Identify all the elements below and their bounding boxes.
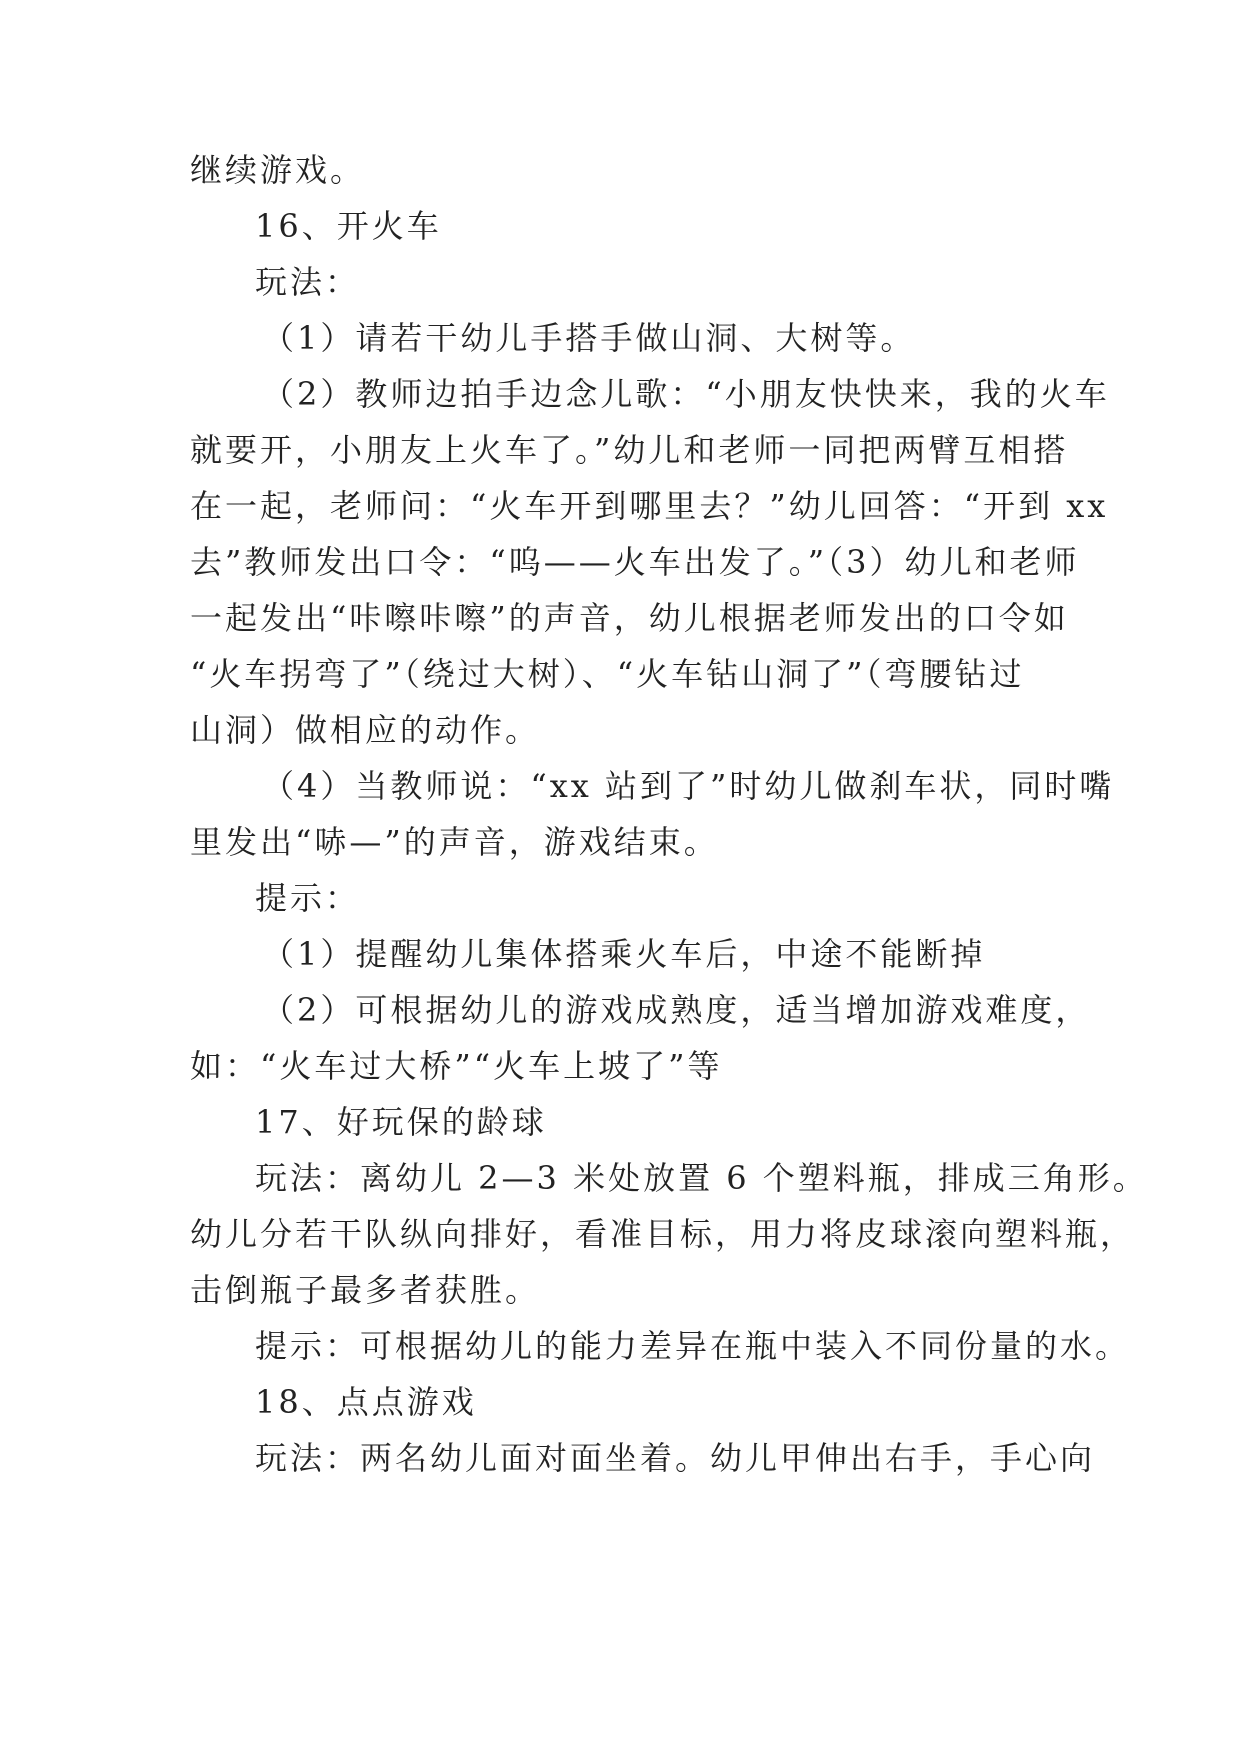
- list-item: （1）提醒幼儿集体搭乘火车后，中途不能断掉: [262, 935, 986, 973]
- list-item: （2）可根据幼儿的游戏成熟度，适当增加游戏难度，: [262, 991, 1091, 1029]
- list-item: （2）教师边拍手边念儿歌：“小朋友快快来，我的火车: [262, 375, 1110, 413]
- text-line: 山洞）做相应的动作。: [190, 711, 541, 749]
- text-line: “火车拐弯了”（绕过大树）、“火车钻山洞了”（弯腰钻过: [190, 655, 1025, 693]
- text-line: 就要开，小朋友上火车了。”幼儿和老师一同把两臂互相搭: [190, 431, 1069, 469]
- paragraph-start: 玩法：两名幼儿面对面坐着。幼儿甲伸出右手，手心向: [255, 1439, 1096, 1477]
- list-item: （4）当教师说：“xx 站到了”时幼儿做刹车状，同时嘴: [262, 767, 1115, 805]
- list-item: （1）请若干幼儿手搭手做山洞、大树等。: [262, 319, 916, 357]
- section-heading-18: 18、点点游戏: [255, 1383, 477, 1421]
- paragraph-start: 提示：可根据幼儿的能力差异在瓶中装入不同份量的水。: [255, 1327, 1131, 1365]
- text-line: 去”教师发出口令：“呜——火车出发了。”（3）幼儿和老师: [190, 543, 1080, 581]
- text-line: 击倒瓶子最多者获胜。: [190, 1271, 541, 1309]
- text-line: 如：“火车过大桥”“火车上坡了”等: [190, 1047, 723, 1085]
- subheading-play: 玩法：: [255, 263, 361, 301]
- paragraph-start: 玩法：离幼儿 2—3 米处放置 6 个塑料瓶，排成三角形。: [255, 1159, 1148, 1197]
- subheading-tips: 提示：: [255, 879, 361, 917]
- text-line: 在一起，老师问：“火车开到哪里去？”幼儿回答：“开到 xx: [190, 487, 1109, 525]
- text-line: 里发出“哧—”的声音，游戏结束。: [190, 823, 719, 861]
- section-heading-17: 17、好玩保的龄球: [255, 1103, 547, 1141]
- text-line: 幼儿分若干队纵向排好，看准目标，用力将皮球滚向塑料瓶，: [190, 1215, 1136, 1253]
- text-line: 继续游戏。: [190, 151, 366, 189]
- text-line: 一起发出“咔嚓咔嚓”的声音，幼儿根据老师发出的口令如: [190, 599, 1069, 637]
- section-heading-16: 16、开火车: [255, 207, 442, 245]
